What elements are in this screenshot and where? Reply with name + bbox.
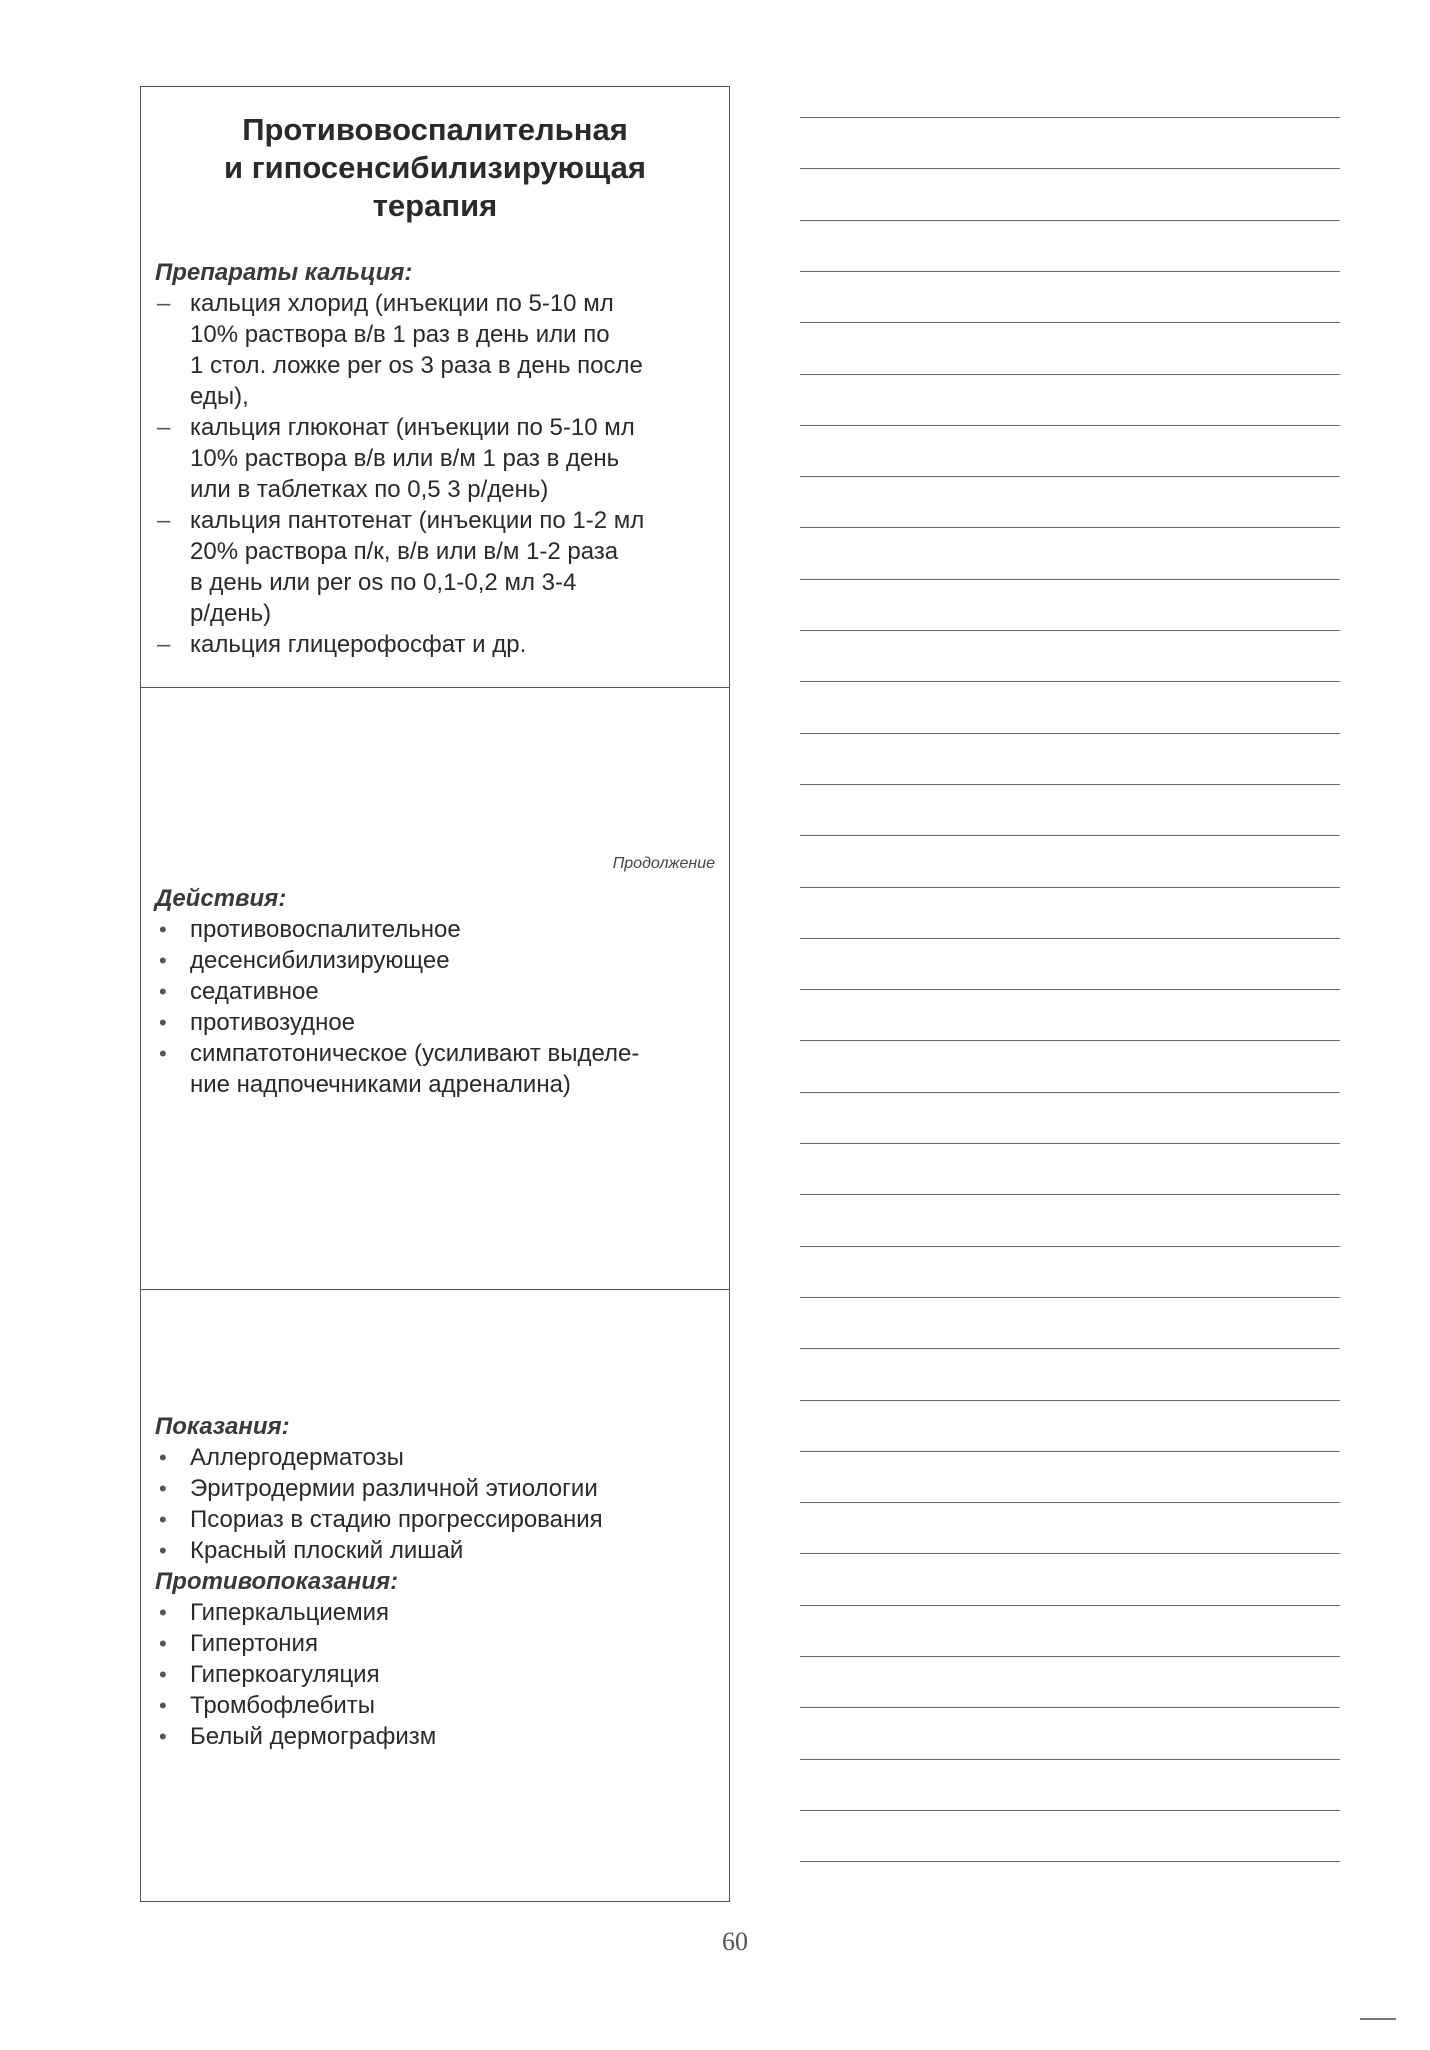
list-item-line: Тромбофлебиты	[190, 1692, 376, 1719]
bullet-marker: •	[159, 1631, 167, 1656]
ruled-line	[800, 989, 1340, 990]
card-section-indications	[155, 1411, 715, 1752]
ruled-line	[800, 1707, 1340, 1708]
list-item	[155, 1721, 715, 1752]
ruled-line	[800, 681, 1340, 682]
list-item-line: Аллергодерматозы	[190, 1444, 404, 1471]
list-item-line: Гиперкальциемия	[190, 1599, 390, 1626]
list-item	[155, 1473, 715, 1504]
card-title	[155, 111, 715, 225]
ruled-line	[800, 1656, 1340, 1657]
list-item-line: 20% раствора п/к, в/в или в/м 1-2 раза	[190, 538, 619, 565]
dash-marker: –	[157, 507, 171, 534]
bullet-marker: •	[159, 1662, 167, 1687]
ruled-line	[800, 271, 1340, 272]
dash-marker: –	[157, 290, 171, 317]
indications-list	[155, 1442, 715, 1566]
dash-marker: –	[157, 631, 171, 658]
ruled-line	[800, 1759, 1340, 1760]
section-divider	[141, 1289, 729, 1290]
ruled-line	[800, 1810, 1340, 1811]
ruled-line	[800, 425, 1340, 426]
bullet-marker: •	[159, 979, 167, 1004]
ruled-line	[800, 1605, 1340, 1606]
list-item	[155, 288, 715, 412]
list-item-line: 10% раствора в/в 1 раз в день или по	[190, 321, 610, 348]
bullet-marker: •	[159, 917, 167, 942]
ruled-line	[800, 1143, 1340, 1144]
contraindications-heading: Противопоказания:	[155, 1568, 399, 1595]
bullet-marker: •	[159, 1476, 167, 1501]
ruled-line	[800, 938, 1340, 939]
list-item-line: Псориаз в стадию прогрессирования	[190, 1506, 603, 1533]
list-item	[155, 1535, 715, 1566]
contraindications-list	[155, 1597, 715, 1752]
list-item-line: противозудное	[190, 1009, 356, 1036]
ruled-line	[800, 168, 1340, 169]
list-item	[155, 1038, 715, 1100]
list-item-line: симпатотоническое (усиливают выделе-	[190, 1040, 640, 1067]
list-item-line: кальция пантотенат (инъекции по 1-2 мл	[190, 507, 645, 534]
ruled-line	[800, 630, 1340, 631]
ruled-line	[800, 1861, 1340, 1862]
ruled-line	[800, 476, 1340, 477]
ruled-line	[800, 117, 1340, 118]
ruled-line	[800, 1451, 1340, 1452]
list-item-line: Белый дермографизм	[190, 1723, 437, 1750]
corner-mark	[1360, 2018, 1396, 2020]
ruled-line	[800, 1246, 1340, 1247]
ruled-line	[800, 733, 1340, 734]
list-item-line: р/день)	[190, 600, 272, 627]
notes-ruled-lines	[800, 0, 1340, 2050]
bullet-marker: •	[159, 1507, 167, 1532]
ruled-line	[800, 579, 1340, 580]
list-item-line: или в таблетках по 0,5 3 р/день)	[190, 476, 549, 503]
preparations-list	[155, 288, 715, 660]
bullet-marker: •	[159, 1010, 167, 1035]
list-item	[155, 1690, 715, 1721]
ruled-line	[800, 1092, 1340, 1093]
flashcard	[140, 86, 730, 1902]
bullet-marker: •	[159, 1693, 167, 1718]
list-item	[155, 1442, 715, 1473]
ruled-line	[800, 374, 1340, 375]
ruled-line	[800, 220, 1340, 221]
list-item	[155, 1504, 715, 1535]
ruled-line	[800, 887, 1340, 888]
card-title-line: и гипосенсибилизирующая	[224, 150, 646, 185]
list-item-line: кальция глицерофосфат и др.	[190, 631, 527, 658]
ruled-line	[800, 835, 1340, 836]
list-item-line: Гипертония	[190, 1630, 318, 1657]
bullet-marker: •	[159, 1445, 167, 1470]
list-item	[155, 976, 715, 1007]
list-item-line: кальция хлорид (инъекции по 5-10 мл	[190, 290, 614, 317]
list-item-line: кальция глюконат (инъекции по 5-10 мл	[190, 414, 635, 441]
list-item-line: Эритродермии различной этиологии	[190, 1475, 598, 1502]
ruled-line	[800, 1194, 1340, 1195]
ruled-line	[800, 1040, 1340, 1041]
list-item	[155, 1007, 715, 1038]
list-item	[155, 629, 715, 660]
list-item-line: Гиперкоагуляция	[190, 1661, 380, 1688]
ruled-line	[800, 527, 1340, 528]
actions-list	[155, 914, 715, 1100]
continuation-label: Продолжение	[612, 855, 715, 872]
ruled-line	[800, 1553, 1340, 1554]
ruled-line	[800, 1400, 1340, 1401]
ruled-line	[800, 1348, 1340, 1349]
ruled-line	[800, 1297, 1340, 1298]
list-item-line: Красный плоский лишай	[190, 1537, 464, 1564]
list-item	[155, 914, 715, 945]
bullet-marker: •	[159, 1041, 167, 1066]
ruled-line	[800, 784, 1340, 785]
list-item-line: еды),	[190, 383, 249, 410]
list-item	[155, 1597, 715, 1628]
list-item	[155, 1659, 715, 1690]
list-item-line: 1 стол. ложке per os 3 раза в день после	[190, 352, 643, 379]
list-item-line: противовоспалительное	[190, 916, 461, 943]
preparations-heading: Препараты кальция:	[155, 259, 413, 286]
list-item	[155, 505, 715, 629]
list-item	[155, 412, 715, 505]
indications-heading: Показания:	[155, 1413, 290, 1440]
page-number: 60	[722, 1927, 748, 1956]
dash-marker: –	[157, 414, 171, 441]
bullet-marker: •	[159, 1600, 167, 1625]
bullet-marker: •	[159, 1724, 167, 1749]
list-item	[155, 1628, 715, 1659]
list-item-line: десенсибилизирующее	[190, 947, 450, 974]
list-item-line: ние надпочечниками адреналина)	[190, 1071, 571, 1098]
card-title-line: терапия	[372, 188, 498, 223]
card-title-line: Противовоспалительная	[242, 112, 628, 147]
list-item-line: седативное	[190, 978, 319, 1005]
list-item	[155, 945, 715, 976]
card-section-preparations	[155, 111, 715, 660]
ruled-line	[800, 322, 1340, 323]
bullet-marker: •	[159, 1538, 167, 1563]
actions-heading: Действия:	[155, 885, 287, 912]
section-divider	[141, 687, 729, 688]
card-section-actions	[155, 883, 715, 1100]
list-item-line: 10% раствора в/в или в/м 1 раз в день	[190, 445, 620, 472]
ruled-line	[800, 1502, 1340, 1503]
bullet-marker: •	[159, 948, 167, 973]
list-item-line: в день или per os по 0,1-0,2 мл 3-4	[190, 569, 577, 596]
